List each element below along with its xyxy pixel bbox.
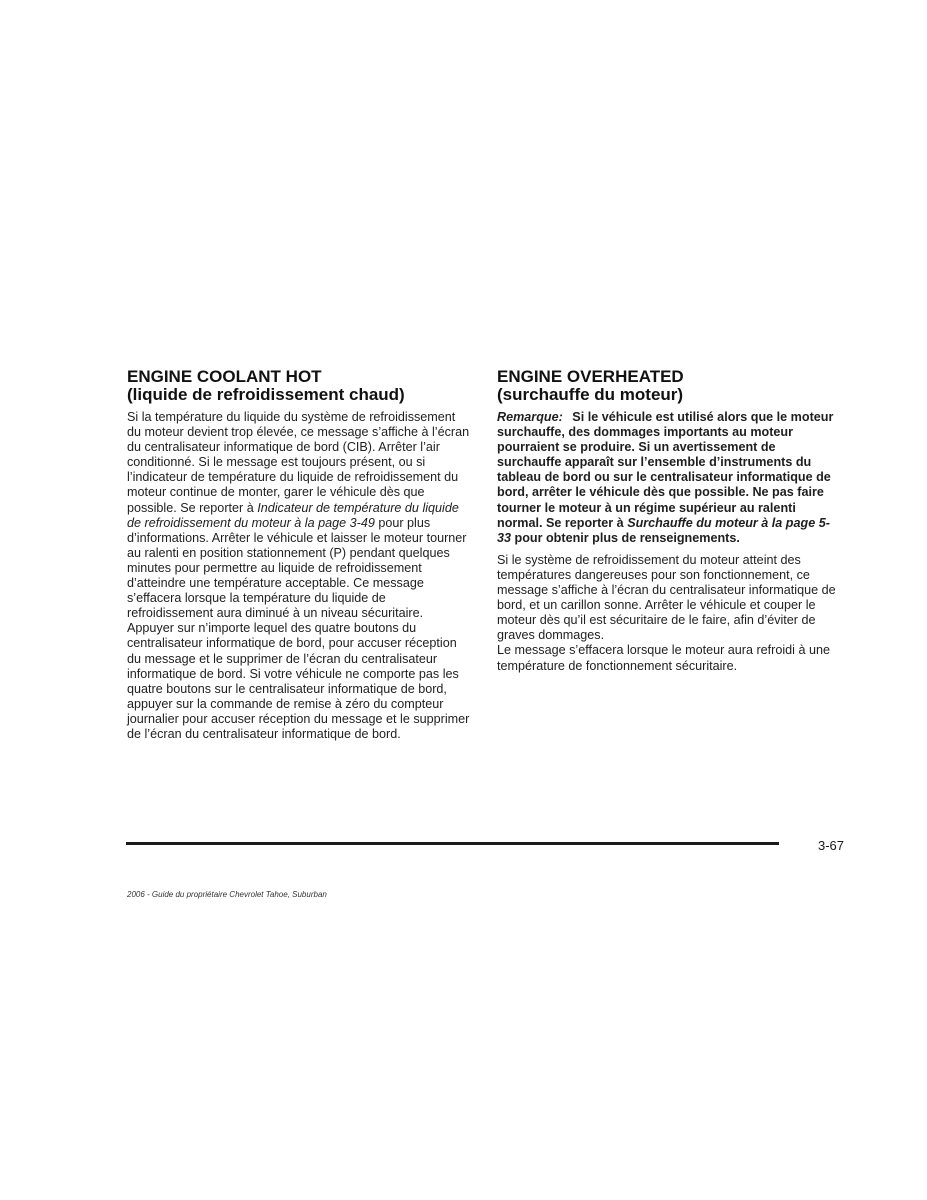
engine-coolant-hot-heading [127,368,472,404]
coolant-hot-text-start: Si la température du liquide du système de refroidissement du moteur devient trop élevée, ce message s’affiche à l’écran du centralisateur informatique de bord (CIB). Arrêter l’air conditionné. Si le message est toujours présent, ou si l’indicateur de température du liquide de refroidissement du moteur continue de monter, garer le véhicule dès que possible. Se reporter à [127,410,470,515]
notice-text-start: Si le véhicule est utilisé alors que le moteur surchauffe, des dommages importants au moteur pourraient se produire. Si un avertissement de surchauffe apparaît sur l’ensemble d’instruments du tableau de bord ou sur le centralisateur informatique de bord, arrêter le véhicule dès que possible. Ne pas faire tourner le moteur à un régime supérieur au ralenti normal. Se reporter à [497,410,834,530]
page-number: 3-67 [817,838,844,853]
engine-overheated-section [497,368,842,674]
heading-line-2: (surchauffe du moteur) [497,385,684,404]
overheated-text: Si le système de refroidissement du moteur atteint des températures dangereuses pour son fonctionnement, ce message s’affiche à l’écran du centralisateur informatique de bord, et un carillon sonne. Arrêter le véhicule et couper le moteur dès qu’il est sécuritaire de le faire, afin d’éviter de graves dommages. [497,552,836,643]
footer-text: 2006 - Guide du propriétaire Chevrolet Tahoe, Suburban [127,890,327,899]
coolant-hot-paragraph [127,410,472,742]
footer-rule [126,842,779,845]
notice-text-end: pour obtenir plus de renseignements. [514,530,740,545]
overheated-clear-text: Le message s’effacera lorsque le moteur aura refroidi à une température de fonctionnement sécuritaire. [497,643,830,673]
engine-overheated-heading [497,368,842,404]
coolant-hot-text-end: pour plus d’informations. Arrêter le véhicule et laisser le moteur tourner au ralenti en position stationnement (P) pendant quelques minutes pour permettre au liquide de refroidissement d’atteindre une température acceptable. Ce message s’effacera lorsque la température du liquide de refroidissement aura diminué à un niveau sécuritaire. Appuyer sur n’importe lequel des quatre boutons du centralisateur informatique de bord, pour accuser réception du message et le supprimer de l’écran du centralisateur informatique de bord. Si votre véhicule ne comporte pas les quatre boutons sur le centralisateur informatique de bord, appuyer sur la commande de remise à zéro du compteur journalier pour accuser réception du message et le supprimer de l’écran du centralisateur informatique de bord. [127,515,470,741]
coolant-temp-gauge-reference: Indicateur de température du liquide de refroidissement du moteur à la page 3-49 [127,500,459,530]
engine-coolant-hot-section [127,368,472,742]
notice-paragraph [497,410,842,546]
engine-overheating-reference: Surchauffe du moteur à la page 5-33 [497,515,830,545]
overheated-paragraph [497,553,842,674]
heading-line-1: ENGINE OVERHEATED [497,367,684,386]
heading-line-2: (liquide de refroidissement chaud) [127,385,405,404]
notice-label: Remarque: [497,410,563,424]
heading-line-1: ENGINE COOLANT HOT [127,367,322,386]
